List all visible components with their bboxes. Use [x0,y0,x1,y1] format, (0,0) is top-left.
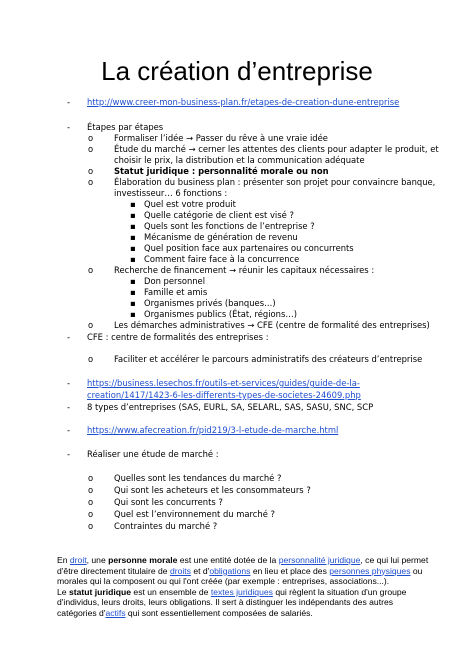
text: , une [86,555,109,565]
circle-bullet: o [88,265,94,275]
text: en lieu et place des [250,565,330,576]
dash-bullet: - [67,402,71,412]
step-legal-status: Statut juridique : personnalité morale ou non [114,166,329,176]
market-question: Quel est l’environnement du marché ? [114,509,275,519]
bp-function: Quel position face aux partenaires ou concurrents [144,243,354,253]
business-plan-link[interactable]: http://www.creer-mon-business-plan.fr/etapes-de-creation-dune-entreprise [87,97,400,107]
definition-line [57,555,437,566]
text: Le [57,586,69,597]
circle-bullet: o [88,473,94,483]
definition-line: morales qui la composent ou qui l'ont créée (par exemple : entreprises, associations...). [57,576,390,587]
text: et d' [190,565,210,576]
bp-function: Quel est votre produit [144,199,236,209]
droits-link[interactable]: droits [169,565,191,576]
text: est une entité dotée de la [177,555,279,565]
personnalite-juridique-link[interactable]: personnalité juridique [278,555,361,565]
market-question: Quelles sont les tendances du marché ? [114,473,282,483]
square-bullet: ▪ [130,199,136,209]
personnes-physiques-link[interactable]: personnes physiques [329,565,411,576]
page-title: La création d’entreprise [101,56,373,86]
circle-bullet: o [88,509,94,519]
text: qui règlent la situation d'un groupe [272,586,407,597]
dash-bullet: - [67,97,71,107]
textes-juridiques-link[interactable]: textes juridiques [210,586,273,597]
lesechos-link-cont[interactable]: creation/1417/1423-6-les-differents-types-de-societes-24609.php [87,390,361,400]
definition-line [57,566,437,577]
term-personne-morale: personne morale [108,555,178,565]
financing-source: Don personnel [144,276,206,286]
droit-link[interactable]: droit [69,555,87,565]
circle-bullet: o [88,497,94,507]
text: catégories d' [57,607,106,618]
obligations-link[interactable]: obligations [209,565,251,576]
square-bullet: ▪ [130,309,136,319]
dash-bullet: - [67,378,71,388]
financing-source: Famille et amis [144,287,208,297]
types-line: 8 types d’entreprises (SAS, EURL, SA, SELARL, SAS, SASU, SNC, SCP [87,402,374,412]
step-business-plan: Élaboration du business plan : présenter son projet pour convaincre banque, [114,177,436,187]
square-bullet: ▪ [130,254,136,264]
dash-bullet: - [67,449,71,459]
text: En [57,555,70,565]
square-bullet: ▪ [130,276,136,286]
step-market-study: Étude du marché → cerner les attentes des clients pour adapter le produit, et [114,144,439,154]
text: , ce qui lui permet [360,555,429,565]
definition-line: d'individus, leurs droits, leurs obligations. Il sert à distinguer les indépendants des autres [57,597,394,608]
dash-bullet: - [67,122,71,132]
circle-bullet: o [88,166,94,176]
bp-function: Mécanisme de génération de revenu [144,232,298,242]
step-market-study-cont: choisir le prix, la distribution et la communication adéquate [114,155,365,165]
square-bullet: ▪ [130,210,136,220]
square-bullet: ▪ [130,232,136,242]
bp-function: Comment faire face à la concurrence [144,254,300,264]
dash-bullet: - [67,425,71,435]
bp-function: Quels sont les fonctions de l’entreprise ? [144,221,315,231]
step-idea: Formaliser l’idée → Passer du rêve à une vraie idée [114,133,328,143]
definition-paragraph [57,555,437,619]
text: est un ensemble de [131,586,211,597]
circle-bullet: o [88,521,94,531]
definition-line [57,587,437,598]
etapes-heading: Étapes par étapes [87,122,164,132]
square-bullet: ▪ [130,243,136,253]
etude-heading: Réaliser une étude de marché : [87,449,219,459]
market-question: Qui sont les concurrents ? [114,497,223,507]
actifs-link[interactable]: actifs [105,607,126,618]
text: ou [410,565,423,576]
circle-bullet: o [88,485,94,495]
financing-source: Organismes privés (banques…) [144,298,276,308]
square-bullet: ▪ [130,298,136,308]
market-question: Contraintes du marché ? [114,521,218,531]
square-bullet: ▪ [130,287,136,297]
bp-function: Quelle catégorie de client est visé ? [144,210,294,220]
step-admin: Les démarches administratives → CFE (centre de formalité des entreprises) [114,320,430,330]
cfe-line: CFE : centre de formalités des entreprises : [87,332,269,342]
lesechos-link[interactable]: https://business.lesechos.fr/outils-et-services/guides/guide-de-la- [87,378,360,388]
cfe-sub: Faciliter et accélérer le parcours administratifs des créateurs d’entreprise [114,354,423,364]
text: d'être directement titulaire de [57,565,170,576]
step-financing: Recherche de financement → réunir les capitaux nécessaires : [114,265,375,275]
definition-line [57,608,437,619]
step-business-plan-cont: investisseur… 6 fonctions : [114,188,228,198]
circle-bullet: o [88,144,94,154]
circle-bullet: o [88,133,94,143]
dash-bullet: - [67,332,71,342]
financing-source: Organismes publics (État, régions…) [144,309,297,319]
text: qui sont essentiellement composées de salariés. [125,607,313,618]
circle-bullet: o [88,177,94,187]
circle-bullet: o [88,354,94,364]
afecreation-link[interactable]: https://www.afecreation.fr/pid219/3-l-etude-de-marche.html [87,425,339,435]
market-question: Qui sont les acheteurs et les consommateurs ? [114,485,311,495]
term-statut-juridique: statut juridique [68,586,132,597]
circle-bullet: o [88,320,94,330]
square-bullet: ▪ [130,221,136,231]
